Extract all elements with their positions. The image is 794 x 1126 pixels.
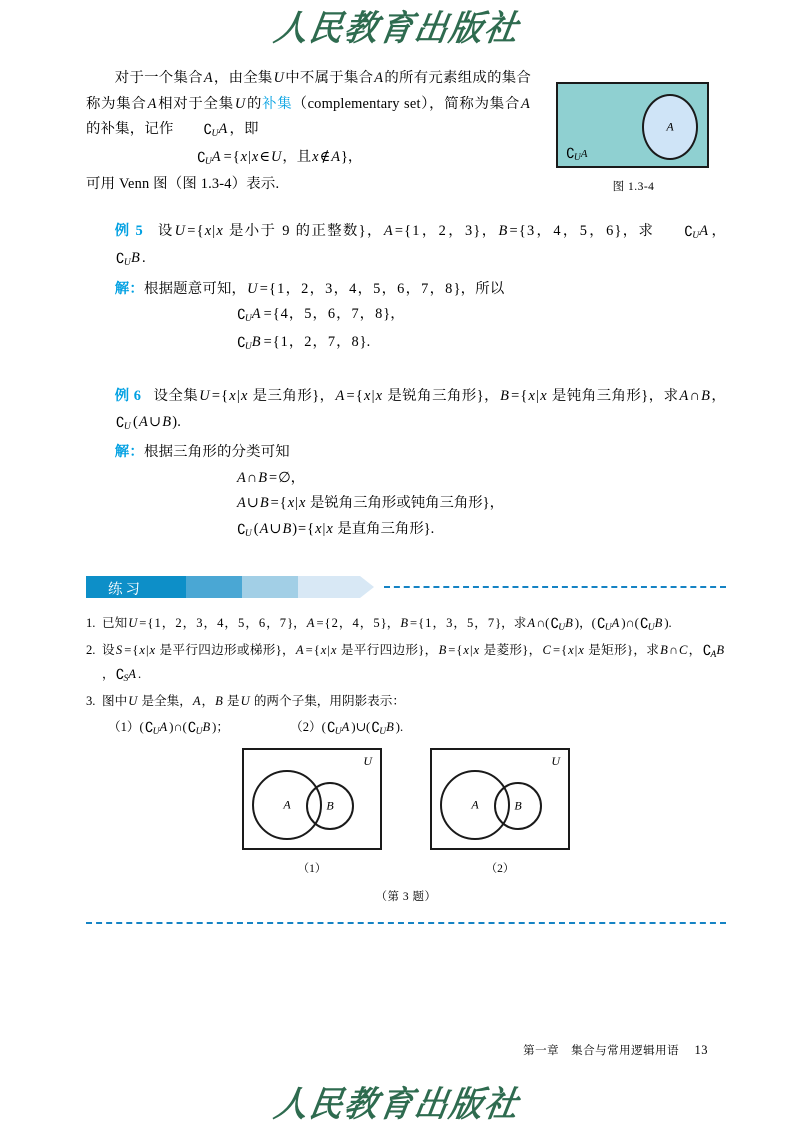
exercise-3-figure-caption: （第 3 题） [375, 891, 437, 903]
example-6-result-3: $∁_U$ (A∪B)={x|x 是直角三角形}. [237, 520, 435, 539]
venn-figure-number-1: （1） [297, 863, 327, 875]
example-6-label: 例 6 [114, 388, 142, 404]
venn-label-b-1: B [326, 798, 334, 813]
def-text-g: （complementary set），简称为集合 [292, 95, 520, 112]
example-5: 例 5 设U ={x|x 是小于 9 的正整数}，A ={1，2，3}，B ={3，4，5，6}，求 $∁_UA$ ，$∁_UB$ . [114, 222, 727, 268]
def-text-f: 的 [246, 95, 263, 112]
def-text-b: ，由全集 [213, 70, 273, 86]
example-6-result-1: A∩B =∅， [237, 469, 306, 486]
exercise-3-figures [86, 748, 726, 876]
page-footer [0, 1042, 794, 1058]
definition-formula: $∁_UA$ ={x|x∈U，且x∉A}， [197, 148, 363, 167]
publisher-logo-bottom [0, 1078, 794, 1125]
exercise-item-3: 3. 图中U 是全集，A，B 是U 的两个子集，用阴影表示： [86, 690, 726, 712]
footer-chapter: 第一章 集合与常用逻辑用语 [523, 1045, 680, 1057]
exercise-3-subitems [86, 716, 726, 740]
def-text-c: 中不属于集合 [285, 70, 374, 86]
venn-circle-b-2 [494, 782, 542, 830]
exercise-item-2: 2. 设S ={x|x 是平行四边形或梯形}，A ={x|x 是平行四边形}，B ={x|x 是菱形}，C ={x|x 是矩形}，求B∩C，$∁_AB$，$∁_SA$ . [86, 639, 726, 687]
exercise-3-figure-2 [430, 748, 570, 876]
example-6: 例 6 设全集U ={x|x 是三角形}，A ={x|x 是锐角三角形}，B ={x|x 是钝角三角形}，求A∩B，$∁_U$ (A∪B). [114, 388, 726, 432]
def-text-i: ，即 [229, 121, 259, 137]
footer-page-number: 13 [694, 1043, 708, 1057]
exercises-list [86, 612, 726, 740]
exercise-3-subitem-1: $(1)(∁_UA$ )$\cap(∁_UB$ )； [108, 720, 229, 737]
page-content [86, 66, 726, 924]
exercise-3-number: 3. [86, 694, 96, 708]
figure-complement-label: ∁UA [566, 146, 588, 163]
example-6-result-2: A∪B ={x|x 是锐角三角形或钝角三角形}， [237, 495, 504, 511]
exercise-3-subitem-2: $(2)(∁_UA$ )$\cup(∁_UB$ ). [290, 720, 404, 737]
example-5-result-1: $∁_UA =\{4$，5，6，7，8}， [237, 306, 405, 324]
venn-circle-b-1 [306, 782, 354, 830]
venn-label-b-2: B [514, 798, 522, 813]
banner-chevron-4 [298, 576, 374, 598]
exercises-banner-label: 练习 [108, 582, 143, 598]
publisher-logo-text: 人民教育出版社 [270, 6, 523, 49]
example-6-solution-intro: 根据三角形的分类可知 [143, 444, 290, 460]
def-text-a: 对于一个集合 [114, 70, 203, 86]
exercises-banner [86, 576, 726, 598]
venn-universe-label-1: U [363, 754, 372, 768]
venn-label-a-1: A [283, 797, 291, 812]
exercise-2-number: 2. [86, 643, 96, 657]
example-5-solution: 解：根据题意可知，U ={1，2，3，4，5，6，7，8}，所以 [114, 280, 505, 297]
keyword-complement: 补集 [262, 95, 293, 112]
def-text-h: 的补集，记作 [86, 121, 174, 137]
venn-reference-line: 可用 Venn 图（图 1.3-4）表示. [86, 176, 280, 192]
publisher-logo-top [0, 2, 794, 49]
definition-paragraph: 对于一个集合A，由全集U中不属于集合A的所有元素组成的集合称为集合A相对于全集U的补集（complementary set），简称为集合A的补集，记作 $∁_UA$ ，即 [86, 70, 531, 139]
figure-set-a-label: A [666, 119, 674, 134]
venn-universe-label-2: U [551, 754, 560, 768]
publisher-logo-text-bottom: 人民教育出版社 [270, 1082, 523, 1125]
example-5-result-2: $∁_UB =\{1$，2，7，8}. [237, 333, 371, 352]
venn-figure-number-2: （2） [485, 863, 515, 875]
venn-universe-rect-2 [430, 748, 570, 850]
venn-universe-rect-1 [242, 748, 382, 850]
example-6-solution [86, 440, 726, 466]
example-6-solution-label: 解： [114, 444, 144, 460]
def-text-e: 相对于全集 [157, 95, 234, 112]
exercise-3-figure-1 [242, 748, 382, 876]
bottom-dashed-rule [86, 922, 726, 924]
exercise-item-1: 1. 已知U ={1，2，3，4，5，6，7}，A ={2，4，5}，B ={1，3，5，7}，求$A\cap(∁_UB$ )，($∁_UA$ )$\cap(∁_UB$ ). [86, 612, 726, 636]
def-text-d: 的所有元素组成的集合称为集合 [86, 70, 531, 112]
banner-dashed-rule [384, 586, 726, 588]
venn-label-a-2: A [471, 797, 479, 812]
example-5-label: 例 5 [114, 222, 143, 239]
example-5-solution-label: 解： [114, 280, 144, 297]
figure-caption: 图 1.3-4 [612, 181, 655, 193]
exercise-1-number: 1. [86, 616, 96, 630]
